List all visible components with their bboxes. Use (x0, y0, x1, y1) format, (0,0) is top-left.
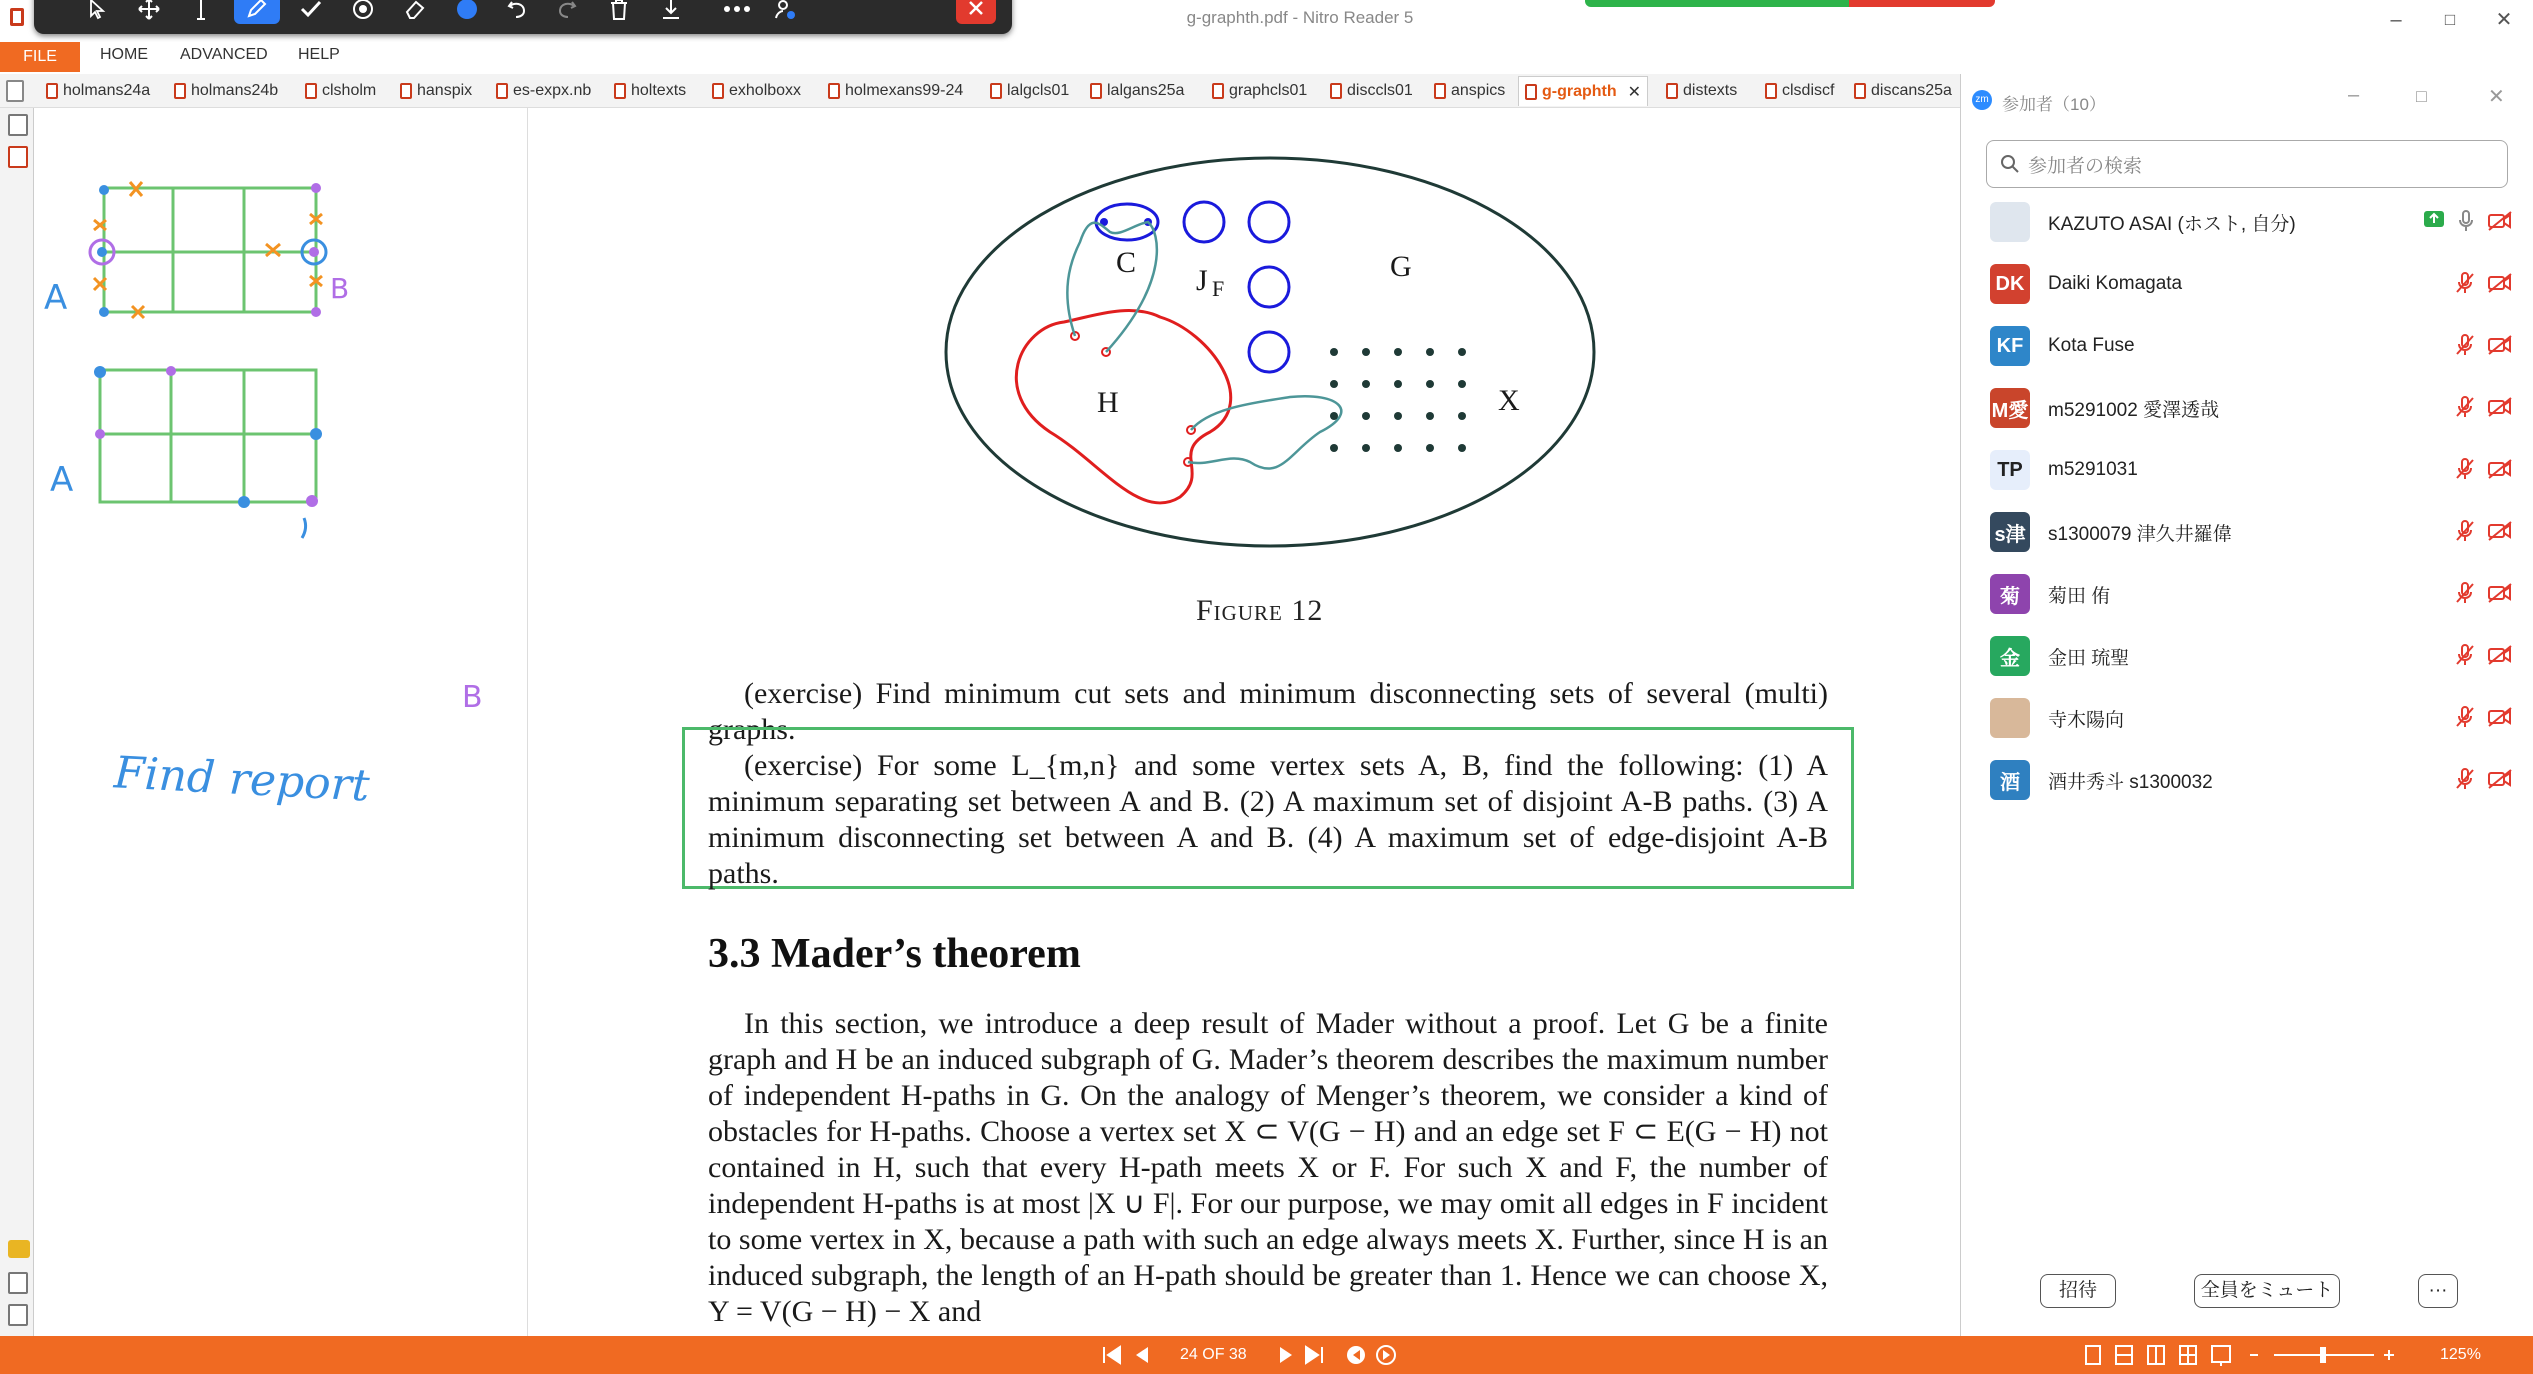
zoom-level[interactable]: 125% (2440, 1346, 2481, 1363)
pdf-icon (174, 83, 186, 99)
participant-row[interactable] (1990, 631, 2515, 681)
exercise-2: (exercise) For some L_{m,n} and some vertex sets A, B, find the following: (1) A minimum separating set between A and B. (2) A maximum set of disjoint A-B paths. (3) A minimum disconnecting set between A and B. (4) A maximum set of edge-disjoint A-B paths. (708, 749, 1828, 890)
video-off-icon[interactable] (2487, 582, 2513, 604)
participant-row[interactable] (1990, 259, 2515, 309)
checkmark-icon[interactable] (288, 0, 334, 26)
tab-exholboxx[interactable] (712, 78, 801, 104)
figure-caption: Figure 12 (1196, 594, 1324, 627)
muted-microphone-icon[interactable] (2455, 644, 2475, 666)
participant-row[interactable] (1990, 507, 2515, 557)
previous-page-icon (1136, 1347, 1148, 1363)
tab-label: discans25a (1871, 82, 1952, 99)
participant-status-icons (2455, 396, 2513, 418)
avatar: 金 (1990, 636, 2030, 676)
more-icon[interactable] (714, 0, 760, 26)
muted-microphone-icon[interactable] (2455, 396, 2475, 418)
avatar: M愛 (1990, 388, 2030, 428)
participant-row[interactable] (1990, 693, 2515, 743)
label-f-subscript: F (1212, 276, 1225, 301)
zoom-app-icon: zm (1972, 90, 1992, 110)
move-icon[interactable] (126, 0, 172, 26)
nitro-app-icon (10, 8, 24, 26)
save-download-icon[interactable] (648, 0, 694, 26)
panel-close-icon[interactable]: ✕ (2488, 86, 2505, 108)
muted-microphone-icon[interactable] (2455, 582, 2475, 604)
select-arrow-icon[interactable] (74, 0, 120, 26)
tab-label: hanspix (417, 82, 473, 99)
participant-row[interactable] (1990, 197, 2515, 247)
whiteboard-note: Find report (112, 747, 371, 812)
more-options-button[interactable]: ··· (2418, 1274, 2458, 1308)
mute-all-button[interactable]: 全員をミュート (2194, 1274, 2340, 1308)
participant-name: 菊田 侑 (2048, 585, 2111, 607)
pdf-icon (990, 83, 1002, 99)
participant-row[interactable] (1990, 383, 2515, 433)
left-rail (0, 108, 34, 1336)
share-user-icon[interactable] (762, 0, 808, 26)
undo-icon[interactable] (494, 0, 540, 26)
first-page-icon (1104, 1347, 1120, 1363)
pdf-icon (1854, 83, 1866, 99)
participant-status-icons (2455, 458, 2513, 480)
spotlight-icon[interactable] (340, 0, 386, 26)
pdf-icon (828, 83, 840, 99)
layers-icon[interactable] (8, 1304, 28, 1326)
comments-icon[interactable] (8, 1240, 30, 1258)
exercise-1: (exercise) Find minimum cut sets and minimum disconnecting sets of several (multi) graphs. (708, 677, 1828, 746)
body-paragraph: In this section, we introduce a deep result of Mader without a proof. Let G be a finite graph and H be an induced subgraph of G. Mader’s theorem describes the maximum number of independent H-paths in G. On the analogy of Menger’s theorem, we consider a kind of obstacles for H-paths. Choose a vertex set X ⊂ V(G − H) and an edge set F ⊂ E(G − H) not contained in H, such that every H-path meets X or F. For such X and F, the number of independent H-paths is at most |X ∪ F|. For our purpose, we may omit all edges in F incident to some vertex in X, because a path with such an edge always meets X. Further, since H is an induced subgraph, the length of an H-path should be greater than 1. Hence we can choose X, Y = V(G − H) − X and (708, 1007, 1828, 1328)
avatar: 酒 (1990, 760, 2030, 800)
pdf-icon (712, 83, 724, 99)
page-navigation (1100, 1344, 1400, 1366)
subgraph-h (1016, 311, 1230, 503)
tab-distexts[interactable] (1666, 78, 1737, 104)
pdf-icon (1666, 83, 1678, 99)
pdf-icon (305, 83, 317, 99)
pages-icon[interactable] (8, 114, 28, 136)
tab-es-expx[interactable] (496, 78, 591, 104)
tab-holtexts[interactable] (614, 78, 686, 104)
whiteboard-page (34, 108, 528, 1336)
forward-view-icon (1383, 1350, 1390, 1360)
tab-label: holmexans99-24 (845, 82, 964, 99)
menu-home[interactable]: HOME (100, 46, 148, 63)
muted-microphone-icon[interactable] (2455, 768, 2475, 790)
muted-microphone-icon[interactable] (2455, 706, 2475, 728)
muted-microphone-icon[interactable] (2455, 458, 2475, 480)
pdf-icon (614, 83, 626, 99)
whiteboard-drawing (34, 108, 528, 828)
participant-row[interactable] (1990, 755, 2515, 805)
participant-name: Kota Fuse (2048, 335, 2135, 356)
participant-name: s1300079 津久井羅偉 (2048, 523, 2232, 545)
participant-name: m5291031 (2048, 459, 2138, 480)
trash-icon[interactable] (596, 0, 642, 26)
participant-status-icons (2455, 334, 2513, 356)
annotation-toolbar (34, 0, 1012, 34)
avatar: 菊 (1990, 574, 2030, 614)
next-page-icon (1280, 1347, 1292, 1363)
participant-row[interactable] (1990, 445, 2515, 495)
video-off-icon[interactable] (2487, 272, 2513, 294)
tab-lalgcls01[interactable] (990, 78, 1069, 104)
tab-label: holmans24a (63, 82, 151, 99)
participant-status-icons (2455, 644, 2513, 666)
menu-help[interactable]: HELP (298, 46, 340, 63)
text-cursor-icon[interactable] (178, 0, 224, 26)
avatar: TP (1990, 450, 2030, 490)
window-title: g-graphth.pdf - Nitro Reader 5 (1186, 8, 1414, 27)
view-mode-icons[interactable] (2084, 1344, 2394, 1366)
tab-hanspix[interactable] (400, 78, 472, 104)
color-picker-icon[interactable] (444, 0, 490, 26)
whiteboard-label-b2: B (462, 680, 483, 715)
participant-name: 金田 琉聖 (2048, 647, 2130, 669)
tab-label: holtexts (631, 82, 687, 99)
pdf-icon (1330, 83, 1342, 99)
pdf-icon (1212, 83, 1224, 99)
tab-disccls01[interactable] (1330, 78, 1413, 104)
panel-minimize-icon[interactable]: – (2348, 84, 2360, 106)
participant-status-icons (2455, 768, 2513, 790)
search-placeholder: 参加者の検索 (2028, 156, 2143, 177)
participant-name: 酒井秀斗 s1300032 (2048, 771, 2213, 793)
tab-label: es-expx.nb (513, 82, 592, 99)
video-off-icon[interactable] (2487, 768, 2513, 790)
muted-microphone-icon[interactable] (2455, 334, 2475, 356)
video-off-icon[interactable] (2487, 644, 2513, 666)
avatar: DK (1990, 264, 2030, 304)
tab-clsholm[interactable] (305, 78, 376, 104)
close-window-button[interactable]: ✕ (2495, 9, 2513, 31)
tab-holmexans99-24[interactable] (828, 78, 963, 104)
timer-bar-red (1849, 0, 1995, 7)
participant-row[interactable] (1990, 321, 2515, 371)
vertex-set-x (1330, 348, 1466, 452)
participant-status-icons (2455, 582, 2513, 604)
attachments-icon[interactable] (8, 1272, 28, 1294)
participant-status-icons (2455, 520, 2513, 542)
menu-bar (0, 42, 1960, 72)
tab-label: lalgcls01 (1007, 82, 1070, 99)
section-heading: 3.3 Mader’s theorem (708, 931, 1081, 977)
whiteboard-label-b: B (330, 272, 350, 305)
pdf-icon (400, 83, 412, 99)
pdf-icon (1090, 83, 1102, 99)
panel-popout-icon[interactable]: □ (2416, 86, 2427, 106)
close-annotation-icon[interactable] (956, 0, 996, 24)
tab-label: graphcls01 (1229, 82, 1308, 99)
participant-row[interactable] (1990, 569, 2515, 619)
maximize-button[interactable]: □ (2444, 10, 2456, 29)
tab-label: lalgans25a (1107, 82, 1185, 99)
pdf-icon (496, 83, 508, 99)
share-screen-icon (2423, 210, 2445, 228)
tab-anspics[interactable] (1434, 78, 1505, 104)
last-page-icon (1306, 1347, 1322, 1363)
label-j: J (1196, 264, 1208, 297)
participant-status-icons (2455, 272, 2513, 294)
minimize-button[interactable]: – (2390, 9, 2402, 31)
tab-label: clsholm (322, 82, 377, 99)
tab-holmans24a[interactable] (46, 78, 150, 104)
label-x: X (1498, 384, 1520, 417)
tab-label: clsdiscf (1782, 82, 1835, 99)
participant-status-icons (2455, 706, 2513, 728)
document-list-icon[interactable] (6, 80, 24, 102)
muted-microphone-icon[interactable] (2455, 520, 2475, 542)
tab-discans25a[interactable] (1854, 78, 1952, 104)
search-icon (2000, 154, 2020, 174)
video-off-icon[interactable] (2487, 396, 2513, 418)
whiteboard-label-a2: A (50, 460, 74, 500)
label-h: H (1097, 386, 1119, 419)
file-menu[interactable]: FILE (0, 42, 80, 72)
video-off-icon[interactable] (2487, 706, 2513, 728)
avatar (1990, 202, 2030, 242)
tab-label: exholboxx (729, 82, 802, 99)
tab-lalgans25a[interactable] (1090, 78, 1184, 104)
pen-icon[interactable] (234, 0, 280, 24)
pdf-icon (1525, 84, 1537, 100)
participant-name: m5291002 愛澤透哉 (2048, 399, 2220, 421)
graph-g-ellipse (946, 158, 1594, 546)
tab-label: holmans24b (191, 82, 279, 99)
figure-12 (940, 152, 1600, 552)
tab-close-icon[interactable]: ✕ (1627, 83, 1642, 101)
tab-g-graphth[interactable] (1518, 76, 1648, 106)
whiteboard-label-a: A (44, 278, 68, 318)
tab-label: anspics (1451, 82, 1506, 99)
tab-holmans24b[interactable] (174, 78, 278, 104)
avatar: s津 (1990, 512, 2030, 552)
microphone-icon[interactable] (2457, 210, 2475, 232)
tab-label: distexts (1683, 82, 1738, 99)
invite-button[interactable]: 招待 (2040, 1274, 2116, 1308)
pdf-icon (1765, 83, 1777, 99)
avatar (1990, 698, 2030, 738)
label-g: G (1390, 250, 1412, 283)
participants-title: 参加者（10） (2002, 95, 2106, 114)
video-off-icon[interactable] (2487, 210, 2513, 232)
redo-icon[interactable] (544, 0, 590, 26)
video-off-icon[interactable] (2487, 520, 2513, 542)
pdf-icon (46, 83, 58, 99)
participant-name: KAZUTO ASAI (ホスト, 自分) (2048, 213, 2296, 235)
pdf-icon (1434, 83, 1446, 99)
video-off-icon[interactable] (2487, 458, 2513, 480)
participant-status-icons (2423, 210, 2513, 232)
tab-label: g-graphth (1542, 82, 1617, 100)
tab-graphcls01[interactable] (1212, 78, 1307, 104)
label-c: C (1116, 246, 1137, 279)
participant-name: 寺木陽向 (2048, 709, 2125, 731)
muted-microphone-icon[interactable] (2455, 272, 2475, 294)
eraser-icon[interactable] (392, 0, 438, 26)
timer-bar-green (1585, 0, 1849, 7)
avatar: KF (1990, 326, 2030, 366)
bookmark-icon[interactable] (8, 146, 28, 168)
video-off-icon[interactable] (2487, 334, 2513, 356)
page-indicator[interactable]: 24 OF 38 (1180, 1346, 1247, 1363)
menu-advanced[interactable]: ADVANCED (180, 46, 268, 63)
tab-label: disccls01 (1347, 82, 1413, 99)
participant-name: Daiki Komagata (2048, 273, 2183, 294)
tab-clsdiscf[interactable] (1765, 78, 1834, 104)
